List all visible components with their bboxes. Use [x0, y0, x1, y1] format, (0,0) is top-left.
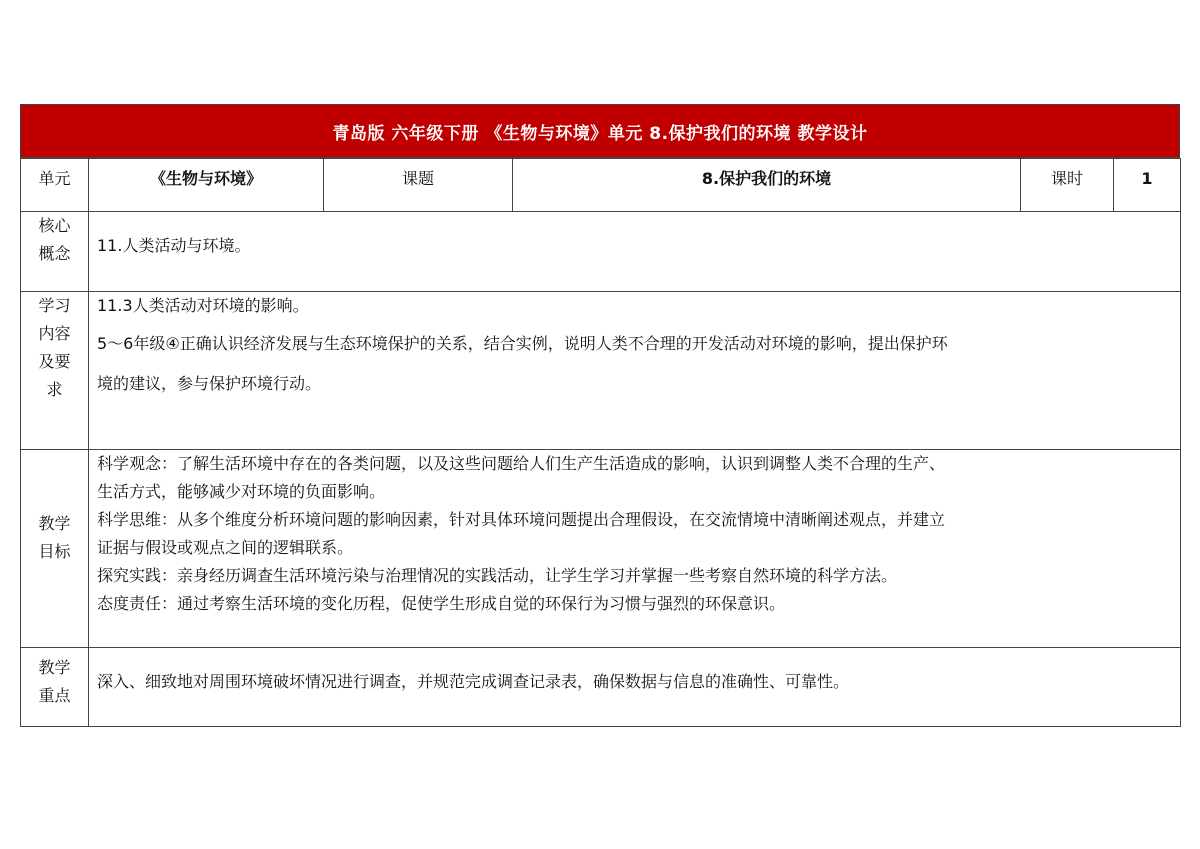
key-points-label: 教学 重点 — [21, 648, 89, 727]
unit-label: 单元 — [21, 159, 89, 212]
lesson-plan-table — [20, 158, 1181, 727]
lesson-plan-document — [20, 104, 1180, 727]
teaching-goals-label: 教学 目标 — [21, 450, 89, 648]
header-row — [21, 159, 1181, 212]
core-concept-row — [21, 212, 1181, 292]
learning-content-text: 11.3人类活动对环境的影响。 5～6年级④正确认识经济发展与生态环境保护的关系，结合实例，说明人类不合理的开发活动对环境的影响，提出保护环 境的建议，参与保护环境行动。 — [89, 292, 1181, 450]
period-label: 课时 — [1021, 159, 1114, 212]
learning-content-label: 学习 内容 及要 求 — [21, 292, 89, 450]
unit-value: 《生物与环境》 — [89, 159, 324, 212]
key-points-row — [21, 648, 1181, 727]
period-value: 1 — [1114, 159, 1181, 212]
topic-value: 8.保护我们的环境 — [513, 159, 1021, 212]
document-title: 青岛版 六年级下册 《生物与环境》单元 8.保护我们的环境 教学设计 — [20, 104, 1180, 158]
teaching-goals-row — [21, 450, 1181, 648]
teaching-goals-text: 科学观念：了解生活环境中存在的各类问题，以及这些问题给人们生产生活造成的影响，认识到调整人类不合理的生产、 生活方式，能够减少对环境的负面影响。 科学思维：从多个维度分析环境问题的影响因素，针对具体环境问题提出合理假设，在交流情境中清晰阐述观点，并建立 证据与假设或观点之间的逻辑联系。 探究实践：亲身经历调查生活环境污染与治理情况的实践活动，让学生学习并掌握一些考察自然环境的科学方法。 态度责任：通过考察生活环境的变化历程，促使学生形成自觉的环保行为习惯与强烈的环保意识。 — [89, 450, 1181, 648]
core-concept-content: 11.人类活动与环境。 — [89, 212, 1181, 292]
learning-content-row — [21, 292, 1181, 450]
key-points-text: 深入、细致地对周围环境破坏情况进行调查，并规范完成调查记录表，确保数据与信息的准确性、可靠性。 — [89, 648, 1181, 727]
topic-label: 课题 — [324, 159, 513, 212]
core-concept-label: 核心 概念 — [21, 212, 89, 292]
